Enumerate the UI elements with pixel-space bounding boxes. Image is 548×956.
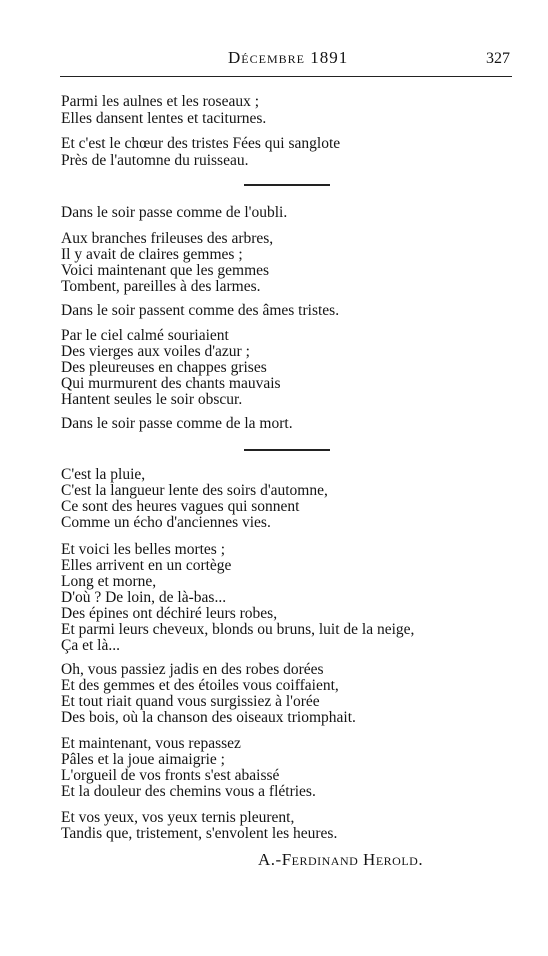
verse-line: L'orgueil de vos fronts s'est abaissé <box>61 767 280 784</box>
verse-line: Oh, vous passiez jadis en des robes dorées <box>61 661 324 678</box>
refrain-line: Dans le soir passent comme des âmes tristes. <box>61 302 340 319</box>
verse-line: Hantent seules le soir obscur. <box>61 391 243 408</box>
verse-line: Ce sont des heures vagues qui sonnent <box>61 498 300 515</box>
verse-line: Long et morne, <box>61 573 157 590</box>
section-separator <box>244 449 330 451</box>
verse-line: Tandis que, tristement, s'envolent les heures. <box>61 825 338 842</box>
verse-line: Des épines ont déchiré leurs robes, <box>61 605 278 622</box>
verse-line: Comme un écho d'anciennes vies. <box>61 514 271 531</box>
verse-line: Et la douleur des chemins vous a flétries. <box>61 783 316 800</box>
header-rule <box>60 76 512 77</box>
verse-line: Et des gemmes et des étoiles vous coiffaient, <box>61 677 339 694</box>
verse-line: Et parmi leurs cheveux, blonds ou bruns, luit de la neige, <box>61 621 415 638</box>
verse-line: Et c'est le chœur des tristes Fées qui sanglote <box>61 135 341 152</box>
verse-line: Ça et là... <box>61 637 120 654</box>
verse-line: Pâles et la joue aimaigrie ; <box>61 751 225 768</box>
verse-line: Voici maintenant que les gemmes <box>61 262 270 279</box>
verse-line: Et tout riait quand vous surgissiez à l'orée <box>61 693 320 710</box>
author-signature: A.-Ferdinand Herold. <box>258 850 424 869</box>
verse-line: Elles dansent lentes et taciturnes. <box>61 110 267 127</box>
verse-line: Il y avait de claires gemmes ; <box>61 246 243 263</box>
verse-line: Des pleureuses en chappes grises <box>61 359 267 376</box>
refrain-line: Dans le soir passe comme de l'oubli. <box>61 204 288 221</box>
verse-line: Parmi les aulnes et les roseaux ; <box>61 93 260 110</box>
verse-line: Par le ciel calmé souriaient <box>61 327 229 344</box>
verse-line: Tombent, pareilles à des larmes. <box>61 278 261 295</box>
running-title: Décembre 1891 <box>228 48 349 67</box>
verse-line: Et voici les belles mortes ; <box>61 541 226 558</box>
section-separator <box>244 184 330 186</box>
verse-line: Des vierges aux voiles d'azur ; <box>61 343 250 360</box>
verse-line: Des bois, où la chanson des oiseaux triomphait. <box>61 709 356 726</box>
verse-line: Et vos yeux, vos yeux ternis pleurent, <box>61 809 295 826</box>
verse-line: C'est la pluie, <box>61 466 146 483</box>
verse-line: Elles arrivent en un cortège <box>61 557 232 574</box>
verse-line: Qui murmurent des chants mauvais <box>61 375 281 392</box>
verse-line: Aux branches frileuses des arbres, <box>61 230 274 247</box>
verse-line: C'est la langueur lente des soirs d'automne, <box>61 482 328 499</box>
verse-line: Et maintenant, vous repassez <box>61 735 241 752</box>
refrain-line: Dans le soir passe comme de la mort. <box>61 415 293 432</box>
page-number: 327 <box>486 50 510 67</box>
running-header <box>0 48 548 78</box>
verse-line: D'où ? De loin, de là-bas... <box>61 589 227 606</box>
verse-line: Près de l'automne du ruisseau. <box>61 152 249 169</box>
